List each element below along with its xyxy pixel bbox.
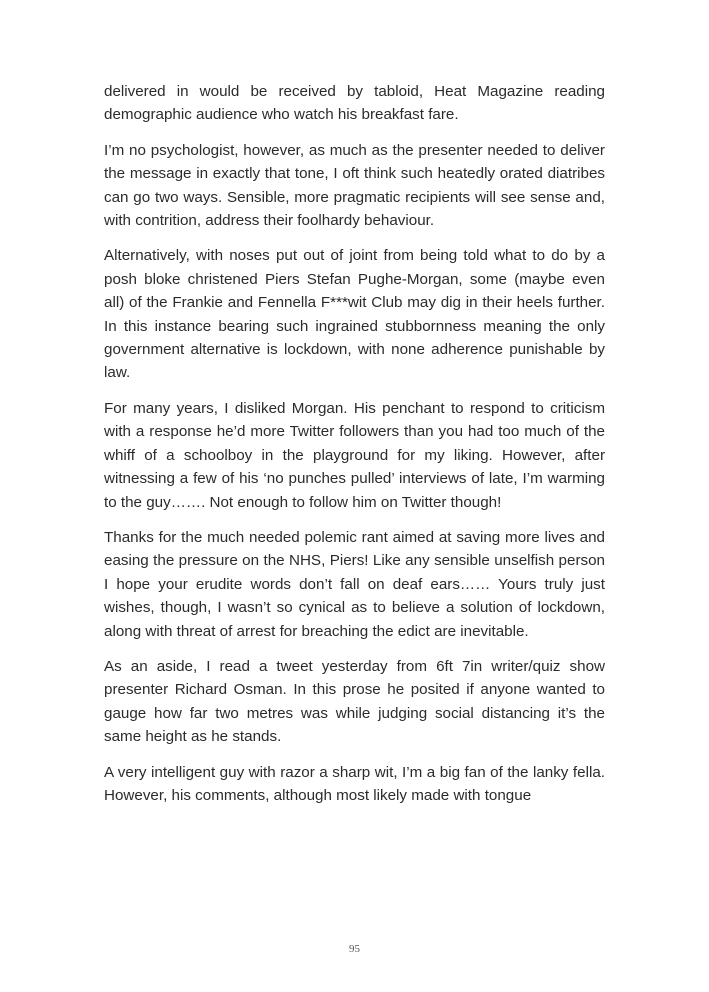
paragraph: Alternatively, with noses put out of joint from being told what to do by a posh bloke christened Piers Stefan Pughe-Morgan, some (maybe even all) of the Frankie and Fennella F***wit Club may dig in their heels further. In this instance bearing such ingrained stubbornness meaning the only government alternative is lockdown, with none adherence punishable by law. (104, 247, 605, 382)
paragraph: A very intelligent guy with razor a sharp wit, I’m a big fan of the lanky fella. However, his comments, although most likely made with tongue (104, 763, 605, 804)
paragraph: As an aside, I read a tweet yesterday from 6ft 7in writer/quiz show presenter Richard Osman. In this prose he posited if anyone wanted to gauge how far two metres was while judging social distancing it’s the same height as he stands. (104, 657, 605, 746)
page-number: 95 (349, 943, 360, 955)
paragraph: For many years, I disliked Morgan. His penchant to respond to criticism with a response he’d more Twitter followers than you had too much of the whiff of a schoolboy in the playground for my liking. However, after witnessing a few of his ‘no punches pulled’ interviews of late, I’m warming to the guy……. Not enough to follow him on Twitter though! (104, 399, 605, 511)
body-text (104, 80, 605, 819)
paragraph: I’m no psychologist, however, as much as the presenter needed to deliver the message in exactly that tone, I oft think such heatedly orated diatribes can go two ways. Sensible, more pragmatic recipients will see sense and, with contrition, address their foolhardy behaviour. (104, 141, 605, 230)
paragraph: Thanks for the much needed polemic rant aimed at saving more lives and easing the pressure on the NHS, Piers! Like any sensible unselfish person I hope your erudite words don’t fall on deaf ears…… Yours truly just wishes, though, I wasn’t so cynical as to believe a solution of lockdown, along with threat of arrest for breaching the edict are inevitable. (104, 528, 605, 640)
paragraph: delivered in would be received by tabloid, Heat Magazine reading demographic audience who watch his breakfast fare. (104, 83, 605, 124)
